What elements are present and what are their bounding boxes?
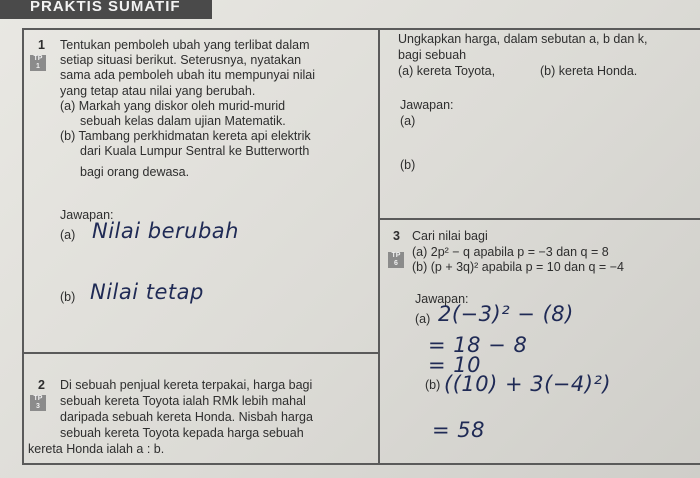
q1-answer-b-handwriting: Nilai tetap bbox=[90, 280, 204, 304]
q3-working-a-line-3: = 10 bbox=[428, 353, 481, 377]
q3-title: Cari nilai bagi bbox=[412, 229, 488, 243]
q3-working-a-line-1: 2(−3)² − (8) bbox=[438, 302, 574, 326]
q2-line-2: sebuah kereta Toyota ialah RMk lebih mahal bbox=[60, 394, 306, 408]
q2-line-1: Di sebuah penjual kereta terpakai, harga bagi bbox=[60, 378, 313, 392]
q2-answer-label: Jawapan: bbox=[400, 98, 454, 112]
q3-part-b: (b) (p + 3q)² apabila p = 10 dan q = −4 bbox=[412, 260, 624, 274]
q1-tp-badge bbox=[30, 55, 46, 71]
q2-line-3: daripada sebuah kereta Honda. Nisbah harga bbox=[60, 410, 313, 424]
tp-label: TP bbox=[33, 395, 43, 402]
q1-number: 1 bbox=[38, 38, 45, 52]
q2-line-5: kereta Honda ialah a : b. bbox=[28, 442, 165, 456]
q3-answer-b-label: (b) bbox=[425, 378, 441, 392]
table-divider-right bbox=[378, 218, 700, 220]
q1-answer-b-label: (b) bbox=[60, 290, 76, 304]
q3-part-a: (a) 2p² − q apabila p = −3 dan q = 8 bbox=[412, 245, 609, 259]
q3-number: 3 bbox=[393, 229, 400, 243]
q2-tp-badge bbox=[30, 395, 46, 411]
q2-cont-part-b: (b) kereta Honda. bbox=[540, 64, 638, 78]
q1-line-3: sama ada pemboleh ubah itu mempunyai nilai bbox=[60, 68, 316, 82]
q1-part-b-line-3: bagi orang dewasa. bbox=[80, 165, 190, 179]
q2-cont-line-1: Ungkapkan harga, dalam sebutan a, b dan k, bbox=[398, 32, 648, 46]
q1-part-b-line-1: (b) Tambang perkhidmatan kereta api elektrik bbox=[60, 129, 311, 143]
page-title: PRAKTIS SUMATIF bbox=[30, 0, 181, 15]
q2-cont-part-a: (a) kereta Toyota, bbox=[398, 64, 496, 78]
q1-line-1: Tentukan pemboleh ubah yang terlibat dalam bbox=[60, 38, 310, 52]
q3-answer-label: Jawapan: bbox=[415, 292, 469, 306]
tp-level: 1 bbox=[36, 63, 40, 70]
q1-line-4: yang tetap atau nilai yang berubah. bbox=[60, 84, 256, 98]
q1-answer-a-label: (a) bbox=[60, 228, 76, 242]
q2-cont-line-2: bagi sebuah bbox=[398, 48, 467, 62]
q2-number: 2 bbox=[38, 378, 45, 392]
q3-working-b-line-2: = 58 bbox=[432, 418, 485, 442]
q3-working-b-line-1: ((10) + 3(−4)²) bbox=[444, 372, 612, 396]
q1-line-2: setiap situasi berikut. Seterusnya, nyatakan bbox=[60, 53, 302, 67]
table-divider-vertical bbox=[378, 30, 380, 464]
tp-label: TP bbox=[33, 55, 43, 62]
q1-part-b-line-2: dari Kuala Lumpur Sentral ke Butterworth bbox=[80, 144, 310, 158]
header-band bbox=[0, 0, 212, 19]
tp-level: 6 bbox=[394, 260, 398, 267]
tp-label: TP bbox=[391, 252, 401, 259]
tp-level: 3 bbox=[36, 403, 40, 410]
q3-working-a-line-2: = 18 − 8 bbox=[428, 333, 528, 357]
q1-part-a-line-2: sebuah kelas dalam ujian Matematik. bbox=[80, 114, 286, 128]
q1-answer-label: Jawapan: bbox=[60, 208, 114, 222]
q3-answer-a-label: (a) bbox=[415, 312, 431, 326]
q1-part-a-line-1: (a) Markah yang diskor oleh murid-murid bbox=[60, 99, 286, 113]
q3-tp-badge bbox=[388, 252, 404, 268]
q2-line-4: sebuah kereta Toyota kepada harga sebuah bbox=[60, 426, 304, 440]
q2-answer-a-label: (a) bbox=[400, 114, 416, 128]
q2-answer-b-label: (b) bbox=[400, 158, 416, 172]
q1-answer-a-handwriting: Nilai berubah bbox=[92, 219, 239, 243]
table-divider-left bbox=[22, 352, 380, 354]
